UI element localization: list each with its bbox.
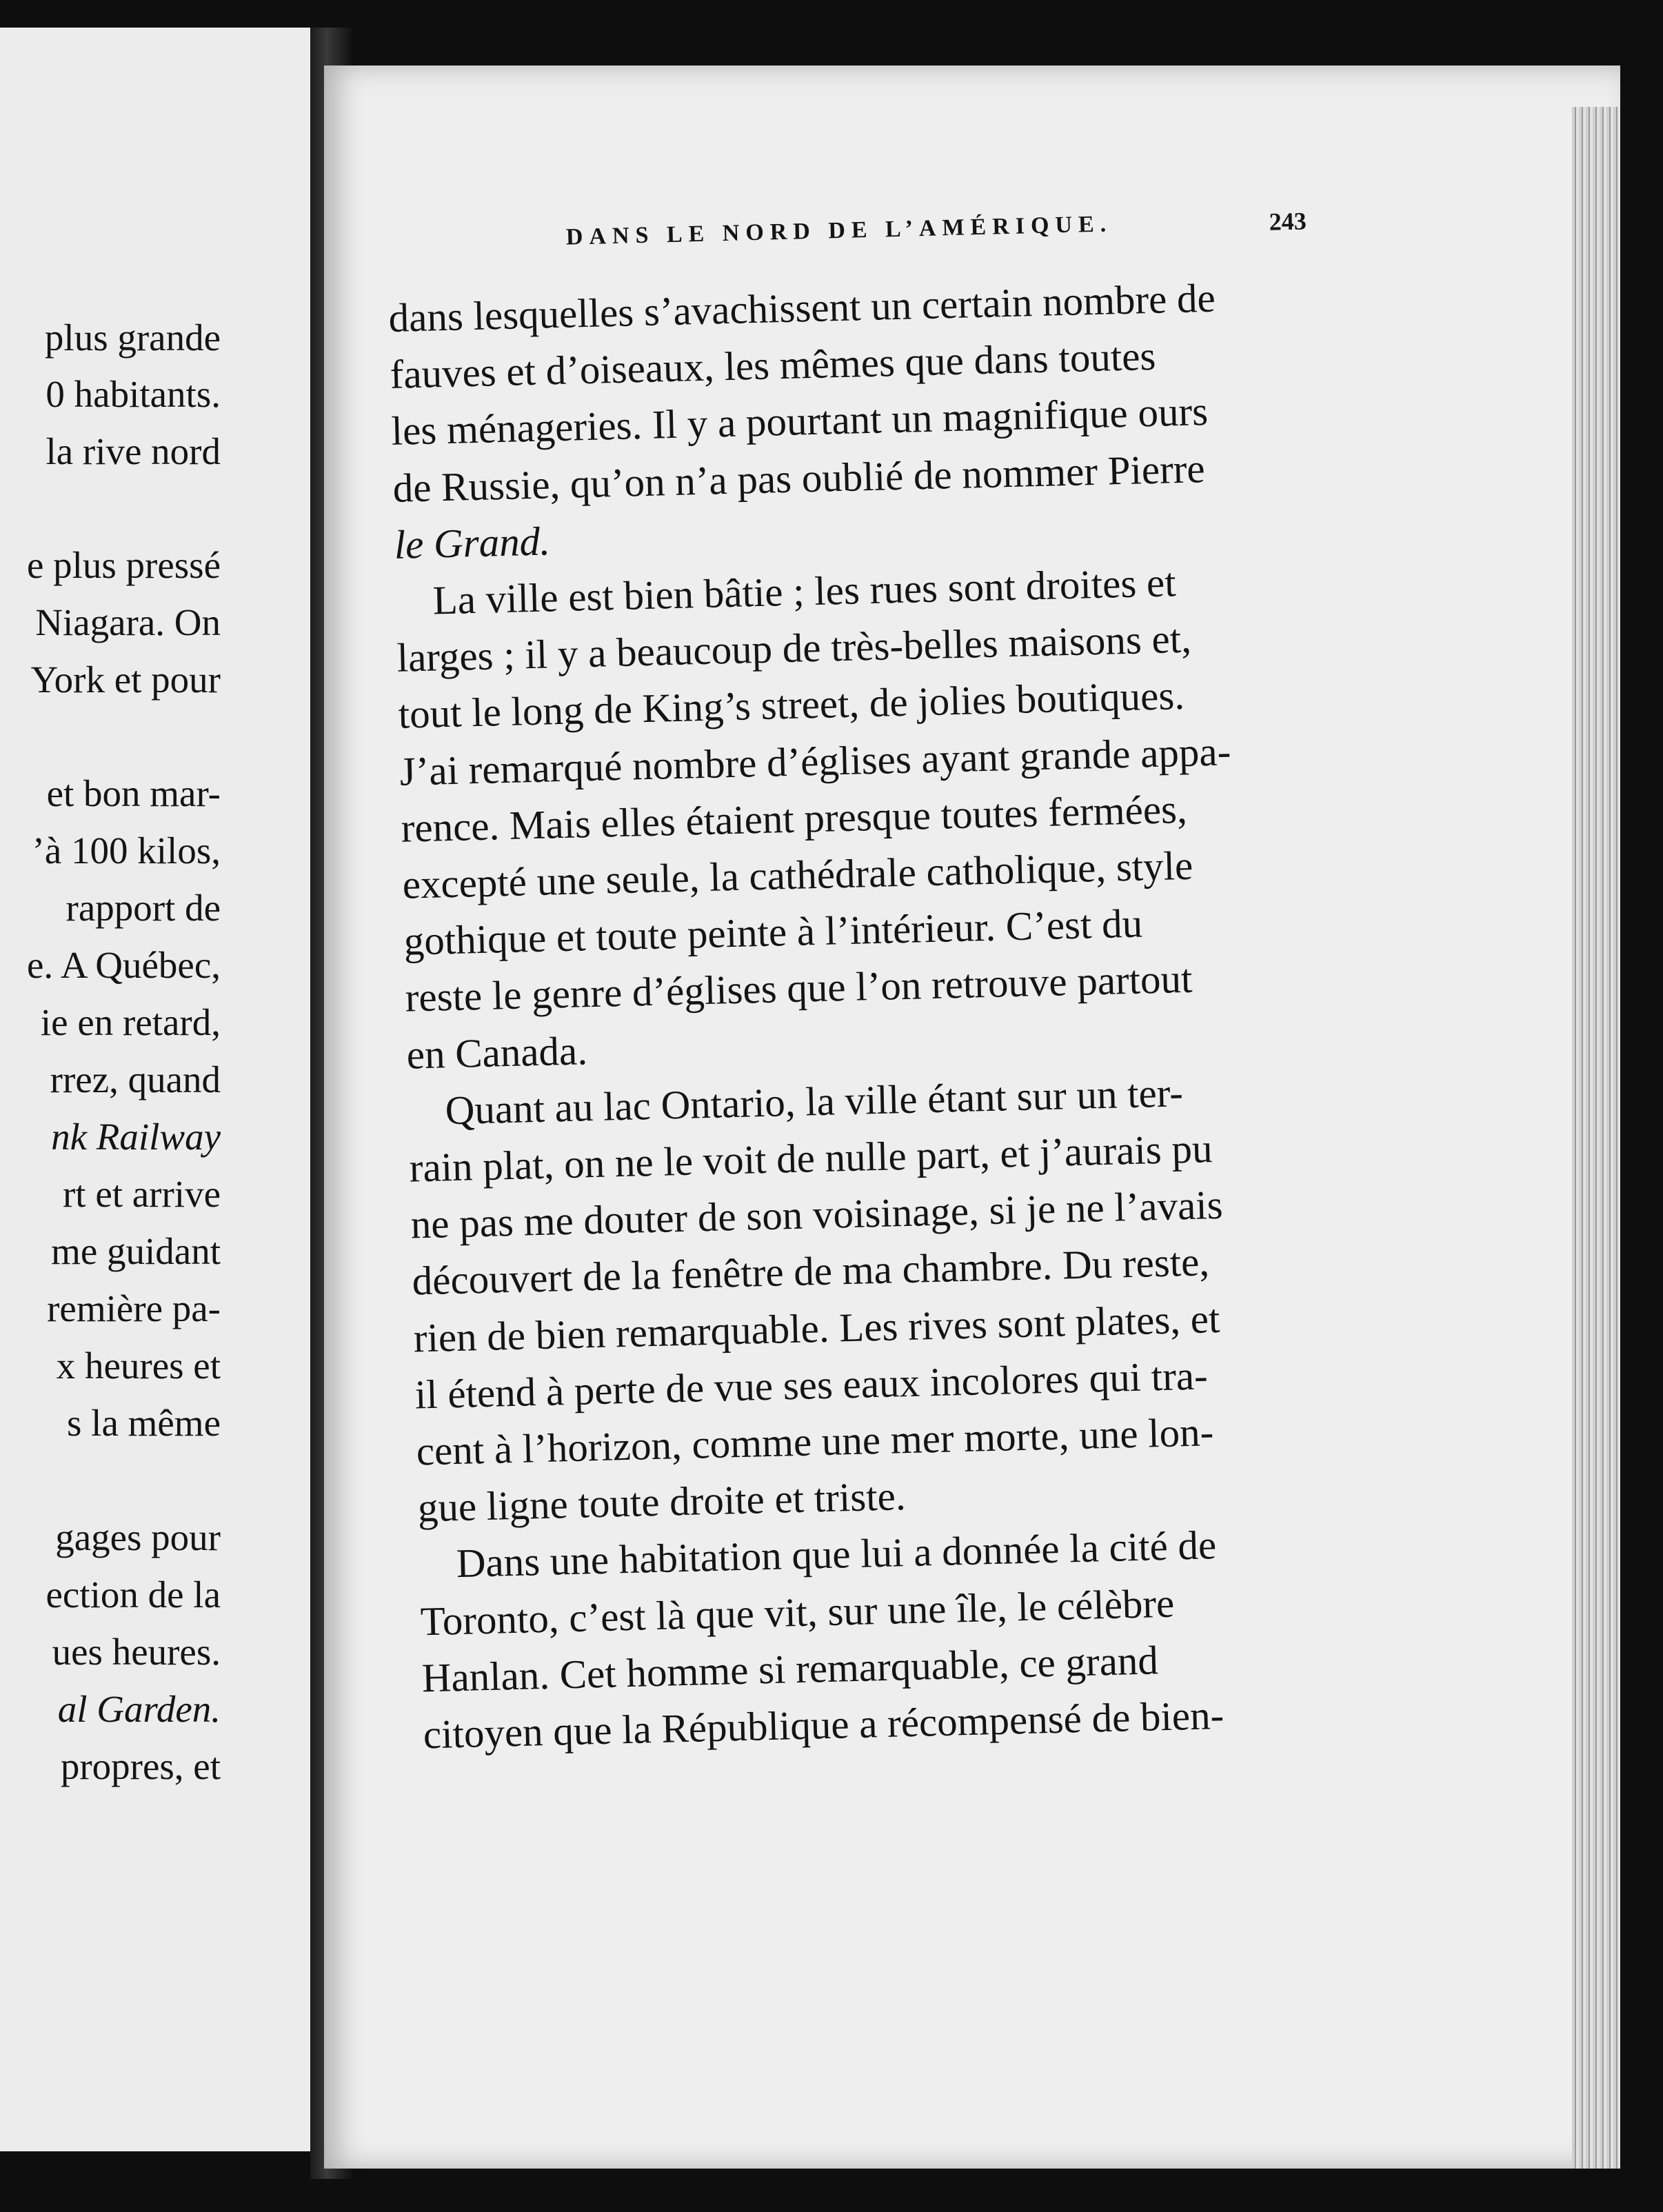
left-line: ues heures. (52, 1631, 221, 1673)
left-line: remière pa- (47, 1287, 221, 1329)
text-line: gue ligne toute droite et triste. (417, 1473, 907, 1531)
page-edges (1572, 107, 1620, 2169)
text-line: Toronto, c’est là que vit, sur une île, le célèbre (420, 1580, 1175, 1645)
left-line: ’à 100 kilos, (32, 830, 221, 872)
text-line: le Grand. (393, 518, 551, 567)
left-line: me guidant (51, 1230, 221, 1272)
left-line: et bon mar- (46, 772, 221, 814)
text-line: les ménageries. Il y a pourtant un magnifique ours (390, 388, 1209, 454)
text-line: gothique et toute peinte à l’intérieur. C’est du (403, 900, 1143, 964)
text-line: cent à l’horizon, comme une mer morte, une lon- (416, 1409, 1214, 1474)
left-line: York et pour (30, 658, 221, 701)
text-line: reste le genre d’églises que l’on retrouve partout (404, 956, 1193, 1021)
text-line: citoyen que la République a récompensé de bien- (423, 1692, 1224, 1758)
left-line: propres, et (60, 1745, 221, 1787)
left-line: plus grande (44, 316, 221, 359)
left-page-text (0, 28, 310, 2151)
text-line: en Canada. (405, 1027, 588, 1078)
text-line: excepté une seule, la cathédrale catholique, style (401, 842, 1193, 907)
left-line: rt et arrive (62, 1173, 221, 1215)
text-line: larges ; il y a beaucoup de très-belles maisons et, (396, 615, 1192, 681)
left-line: al Garden. (57, 1688, 221, 1730)
text-line: ne pas me douter de son voisinage, si je ne l’avais (410, 1182, 1224, 1247)
left-line: nk Railway (51, 1116, 221, 1158)
left-page (0, 28, 314, 2151)
left-line: x heures et (56, 1345, 221, 1387)
left-line: ection de la (46, 1573, 221, 1616)
running-title: DANS LE NORD DE L’AMÉRIQUE. (565, 211, 1113, 250)
left-line: la rive nord (46, 430, 221, 472)
left-line: e. A Québec, (26, 944, 221, 986)
right-page-text (386, 191, 1348, 1762)
text-line: rien de bien remarquable. Les rives sont plates, et (413, 1295, 1221, 1361)
text-line: de Russie, qu’on n’a pas oublié de nommer Pierre (392, 445, 1206, 511)
left-line: gages pour (55, 1516, 221, 1558)
left-line: 0 habitants. (46, 373, 221, 415)
text-line: Quant au lac Ontario, la ville étant sur un ter- (444, 1069, 1184, 1134)
text-line: découvert de la fenêtre de ma chambre. Du reste, (412, 1238, 1210, 1304)
text-line: Dans une habitation que lui a donnée la cité de (456, 1522, 1217, 1587)
page-number: 243 (1269, 207, 1307, 236)
left-line: ie en retard, (40, 1001, 221, 1043)
text-line: il étend à perte de vue ses eaux incolores qui tra- (414, 1352, 1209, 1418)
left-line: e plus pressé (26, 544, 221, 586)
text-line: rain plat, on ne le voit de nulle part, et j’aurais pu (409, 1125, 1213, 1191)
text-line: Hanlan. Cet homme si remarquable, ce grand (421, 1637, 1159, 1701)
text-line: rence. Mais elles étaient presque toutes fermées, (400, 785, 1188, 851)
left-line: rrez, quand (50, 1058, 221, 1100)
text-line: dans lesquelles s’avachissent un certain nombre de (387, 274, 1216, 341)
left-line: Niagara. On (35, 601, 221, 643)
text-line: tout le long de King’s street, de jolies boutiques. (397, 672, 1185, 738)
text-line: J’ai remarqué nombre d’églises ayant grande appa- (399, 727, 1231, 794)
text-line: La ville est bien bâtie ; les rues sont droites et (432, 559, 1177, 623)
left-line: s la même (67, 1402, 221, 1444)
text-line: fauves et d’oiseaux, les mêmes que dans toutes (389, 333, 1157, 398)
left-line: rapport de (65, 887, 221, 929)
